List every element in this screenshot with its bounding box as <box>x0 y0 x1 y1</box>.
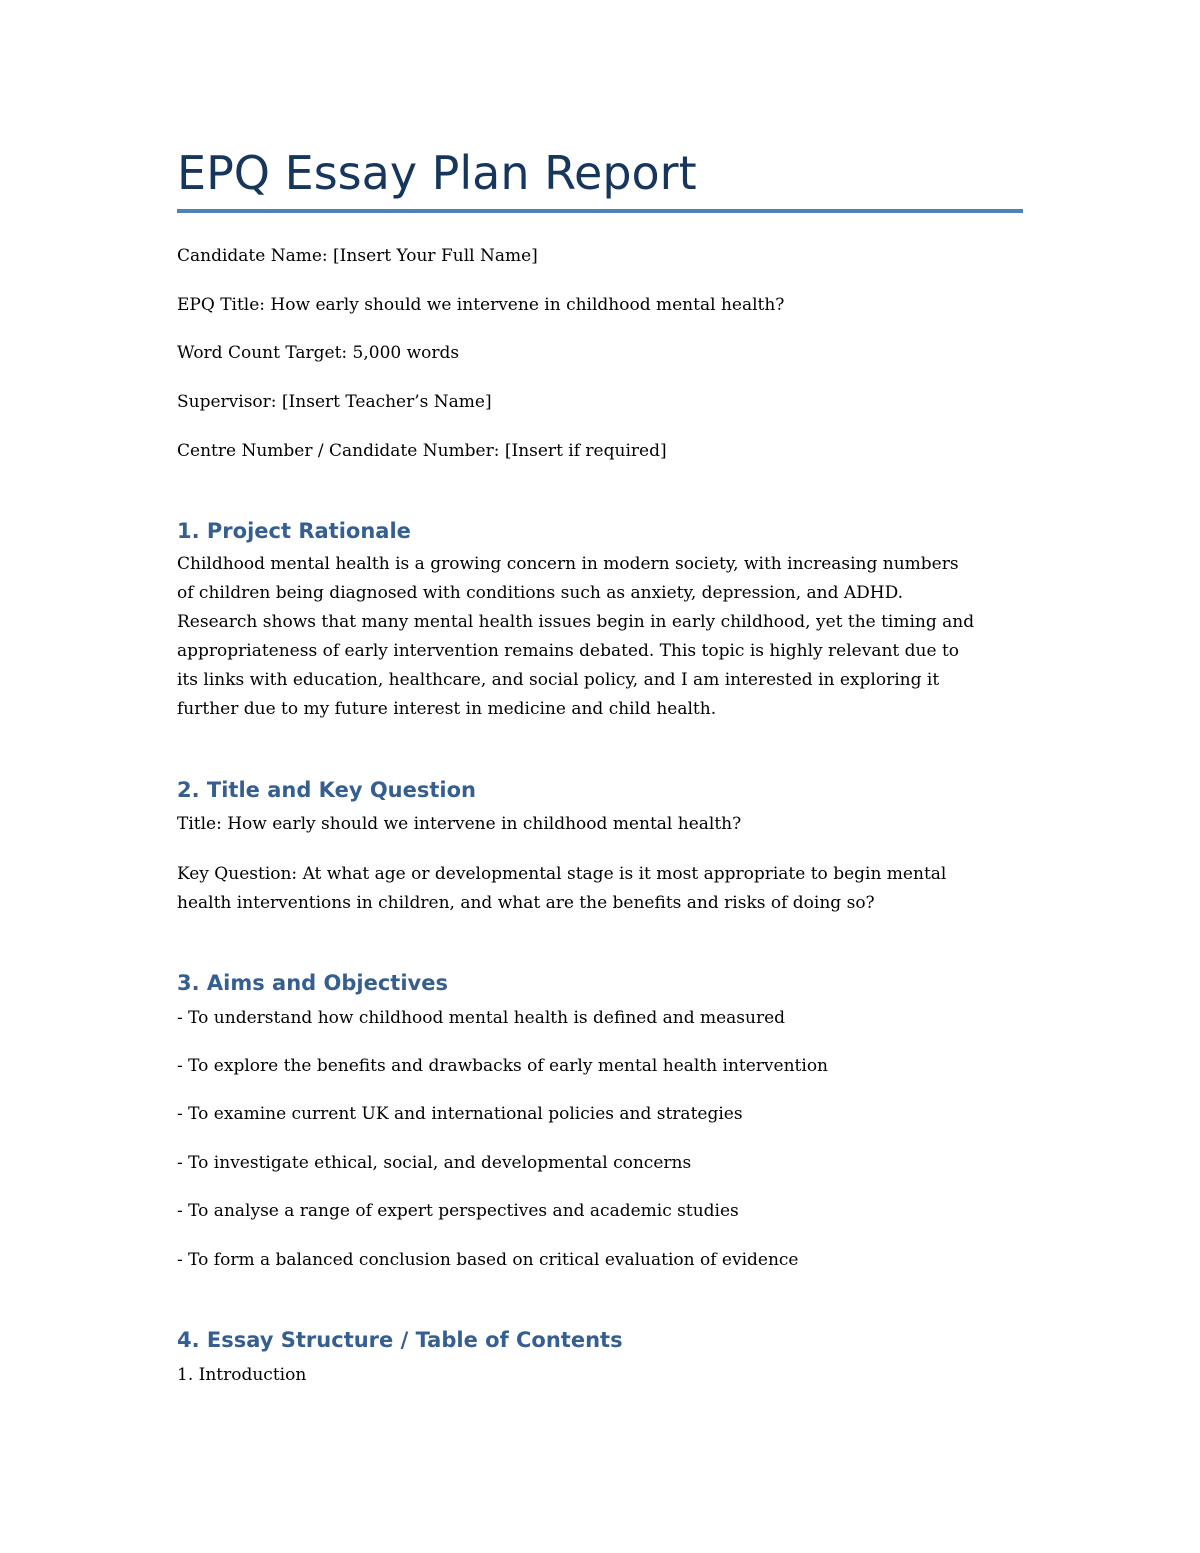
epq-title-line: EPQ Title: How early should we intervene in childhood mental health? <box>177 295 785 315</box>
key-question-paragraph <box>177 860 1023 918</box>
aim-item: - To understand how childhood mental health is defined and measured <box>177 1008 786 1028</box>
section-heading-aims: 3. Aims and Objectives <box>177 971 448 995</box>
supervisor-line: Supervisor: [Insert Teacher’s Name] <box>177 392 492 412</box>
rationale-line: further due to my future interest in medicine and child health. <box>177 699 717 719</box>
rationale-line: Childhood mental health is a growing concern in modern society, with increasing numbers <box>177 554 959 574</box>
section-heading-title-question: 2. Title and Key Question <box>177 778 476 802</box>
candidate-name-line: Candidate Name: [Insert Your Full Name] <box>177 246 538 266</box>
rationale-paragraph <box>177 550 1023 724</box>
key-question-line: Key Question: At what age or developmental stage is it most appropriate to begin mental <box>177 864 947 884</box>
word-count-line: Word Count Target: 5,000 words <box>177 343 460 363</box>
rationale-line: of children being diagnosed with conditions such as anxiety, depression, and ADHD. <box>177 583 904 603</box>
section-heading-rationale: 1. Project Rationale <box>177 519 411 543</box>
toc-item: 1. Introduction <box>177 1365 307 1385</box>
rationale-line: Research shows that many mental health issues begin in early childhood, yet the timing and <box>177 612 975 632</box>
document-title: EPQ Essay Plan Report <box>177 146 697 200</box>
aim-item: - To explore the benefits and drawbacks of early mental health intervention <box>177 1056 828 1076</box>
key-question-line: health interventions in children, and what are the benefits and risks of doing so? <box>177 893 875 913</box>
aim-item: - To analyse a range of expert perspectives and academic studies <box>177 1201 739 1221</box>
centre-number-line: Centre Number / Candidate Number: [Insert if required] <box>177 441 667 461</box>
section-heading-structure: 4. Essay Structure / Table of Contents <box>177 1328 623 1352</box>
essay-title-text: Title: How early should we intervene in childhood mental health? <box>177 814 742 834</box>
aim-item: - To form a balanced conclusion based on critical evaluation of evidence <box>177 1250 799 1270</box>
aim-item: - To examine current UK and international policies and strategies <box>177 1104 743 1124</box>
title-underline <box>177 209 1023 213</box>
aim-item: - To investigate ethical, social, and developmental concerns <box>177 1153 692 1173</box>
rationale-line: its links with education, healthcare, and social policy, and I am interested in exploring it <box>177 670 940 690</box>
rationale-line: appropriateness of early intervention remains debated. This topic is highly relevant due to <box>177 641 960 661</box>
